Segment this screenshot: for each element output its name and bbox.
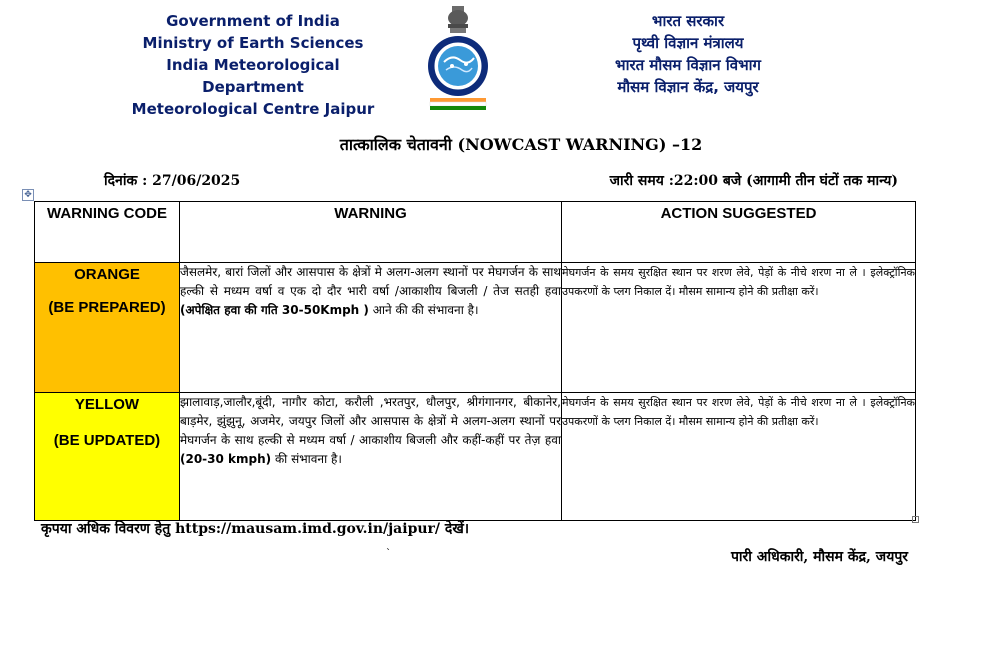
warning-text: झालावाड़,जालौर,बूंदी, नागौर कोटा, करौली ,भरतपुर, धौलपुर, श्रीगंगानगर, बीकानेर, बाड़मेर, झुंझुनू, अजमेर, जयपुर जिलों और आसपास के क्षेत्रों मे अलग-अलग स्थानों पर मेघगर्जन के साथ हल्की से मध्यम वर्षा / आकाशीय बिजली और कहीं-कहीं पर तेज़ हवा (180, 395, 561, 447)
warning-text-tail: की संभावना है। (271, 452, 342, 466)
yellow-code-cell (35, 393, 180, 521)
code-label: ORANGE (74, 266, 140, 283)
header-en-line-3: India Meteorological Department (166, 56, 340, 96)
code-sub-label: (BE PREPARED) (48, 299, 166, 316)
issue-time: जारी समय :22:00 बजे (आगामी तीन घंटों तक मान्य) (609, 173, 898, 189)
more-info-prefix: कृपया अधिक विवरण हेतु (41, 521, 176, 537)
header-en-line-4: Meteorological Centre Jaipur (131, 100, 375, 118)
more-info-suffix: देखें। (440, 521, 470, 537)
action-text: मेघगर्जन के समय सुरक्षित स्थान पर शरण लेवे, पेड़ों के नीचे शरण ना ले । इलेक्ट्रॉनिक उपकरणों के प्लग निकाल दें। मौसम सामान्य होने की प्रतीक्षा करें। (562, 266, 915, 298)
code-sub-label: (BE UPDATED) (53, 432, 161, 449)
header-hindi (568, 10, 808, 98)
table-row (35, 393, 916, 521)
warning-text-tail: आने की की संभावना है। (368, 303, 479, 317)
header-en-line-2: Ministry of Earth Sciences (142, 34, 364, 52)
header-hi-line-1: भारत सरकार (651, 12, 725, 30)
header-hi-line-4: मौसम विज्ञान केंद्र, जयपुर (617, 78, 759, 96)
issue-date: दिनांक : 27/06/2025 (104, 173, 241, 189)
imd-emblem-icon (424, 4, 492, 112)
header-hi-line-2: पृथ्वी विज्ञान मंत्रालय (632, 34, 744, 52)
table-header-row (35, 202, 916, 263)
warning-text-cell (180, 263, 562, 393)
document-title: तात्कालिक चेतावनी (NOWCAST WARNING) –12 (339, 135, 703, 154)
table-resize-handle[interactable] (912, 516, 919, 523)
header-hi-line-3: भारत मौसम विज्ञान विभाग (615, 56, 761, 74)
move-handle-icon[interactable]: ✥ (22, 189, 34, 201)
header-english (118, 10, 388, 120)
warning-text: जैसलमेर, बारां जिलों और आसपास के क्षेत्रों मे अलग-अलग स्थानों पर मेघगर्जन के साथ हल्की से मध्यम वर्षा व एक दो दौर भारी वर्षा /आकाशीय बिजली / तेज सतही हवा (180, 265, 561, 298)
action-text: मेघगर्जन के समय सुरक्षित स्थान पर शरण लेवे, पेड़ों के नीचे शरण ना ले । इलेक्ट्रॉनिक उपकरणों के प्लग निकाल दें। मौसम सामान्य होने की प्रतीक्षा करें। (562, 396, 915, 428)
header-warning: WARNING (180, 202, 562, 263)
signature: पारी अधिकारी, मौसम केंद्र, जयपुर (730, 549, 908, 565)
action-text-cell (562, 263, 916, 393)
warning-text-cell (180, 393, 562, 521)
warning-text-bold: (अपेक्षित हवा की गति 30-50Kmph ) (180, 303, 369, 317)
more-info-link[interactable]: https://mausam.imd.gov.in/jaipur/ (175, 521, 441, 537)
warning-text-bold: (20-30 kmph) (180, 452, 272, 466)
header-warning-code: WARNING CODE (35, 202, 180, 263)
header-en-line-1: Government of India (166, 12, 340, 30)
stray-mark: ` (386, 548, 391, 559)
action-text-cell (562, 393, 916, 521)
warning-table (34, 201, 916, 521)
header-action-suggested: ACTION SUGGESTED (562, 202, 916, 263)
orange-code-cell (35, 263, 180, 393)
more-info-line (41, 519, 469, 538)
table-row (35, 263, 916, 393)
code-label: YELLOW (74, 396, 140, 413)
